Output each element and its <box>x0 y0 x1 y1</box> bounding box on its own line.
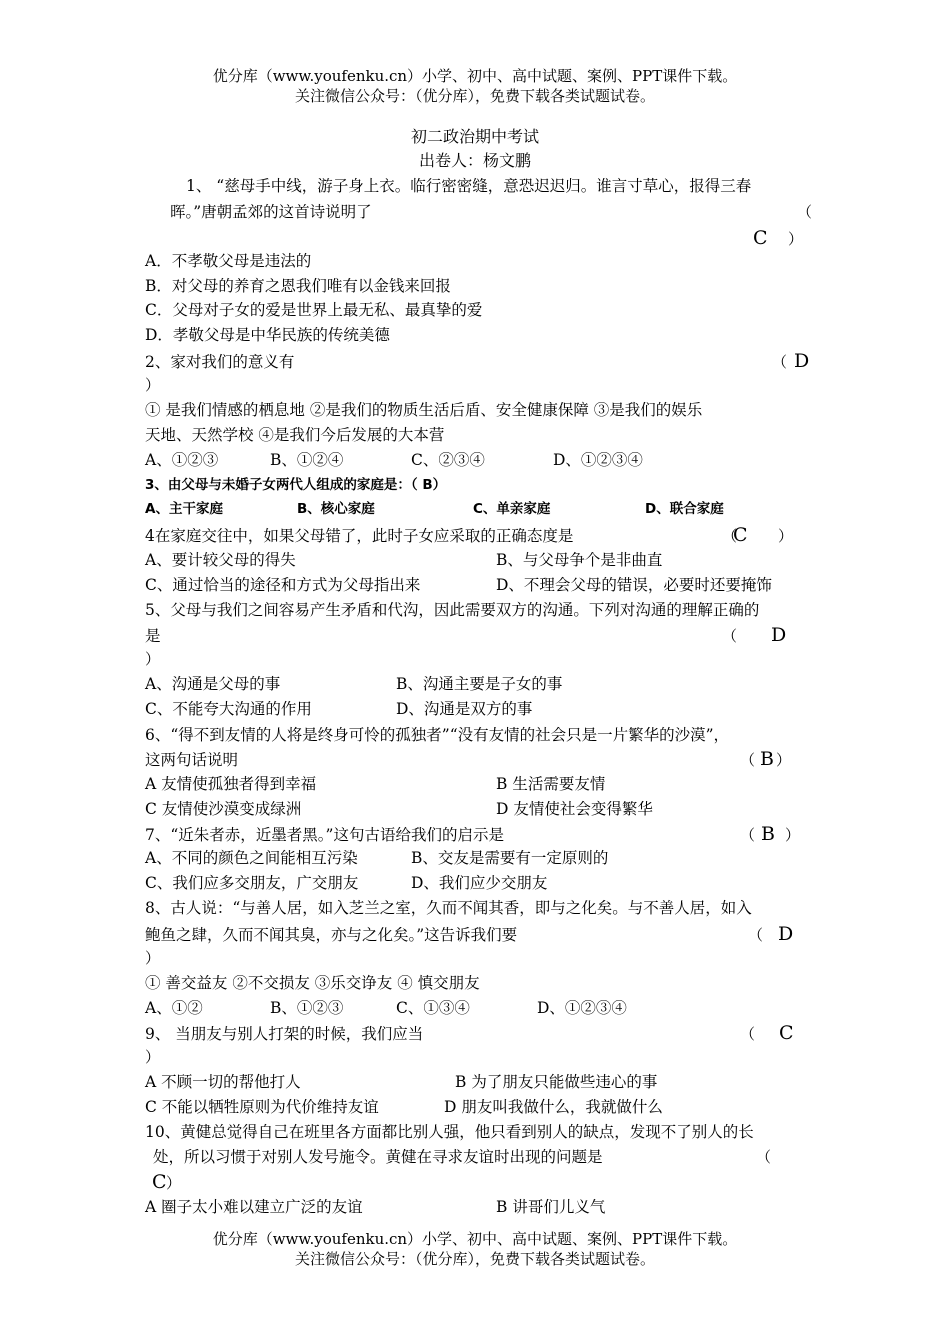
q5-stem-line-2: 是 <box>145 627 161 645</box>
q9-option-a: A 不顾一切的帮他打人 <box>145 1073 301 1091</box>
q3-option-c: C、单亲家庭 <box>473 501 551 517</box>
q2-items-line-1: ① 是我们情感的栖息地 ②是我们的物质生活后盾、安全健康保障 ③是我们的娱乐 <box>145 401 703 419</box>
q8-answer: D <box>778 923 794 945</box>
q1-answer: C <box>753 227 768 249</box>
q1-stem-line-2: 晖。”唐朝孟郊的这首诗说明了 <box>170 203 372 221</box>
q7-option-b: B、交友是需要有一定原则的 <box>411 849 609 867</box>
q10-option-b: B 讲哥们儿义气 <box>496 1198 606 1216</box>
author-line: 出卷人：杨文鹏 <box>418 151 531 170</box>
q9-option-d: D 朋友叫我做什么，我就做什么 <box>444 1098 663 1116</box>
q9-paren-close: ） <box>145 1048 161 1066</box>
q5-option-a: A、沟通是父母的事 <box>145 675 281 693</box>
q1-option-c: C．父母对子女的爱是世界上最无私、最真挚的爱 <box>145 301 483 319</box>
q4-stem: 4在家庭交往中，如果父母错了，此时子女应采取的正确态度是 <box>145 527 574 545</box>
footer-line-1: 优分库（www.youfenku.cn）小学、初中、高中试题、案例、PPT课件下载。 <box>212 1230 738 1248</box>
q5-answer: D <box>771 624 787 646</box>
q4-paren-open: （ <box>722 527 738 545</box>
q4-answer: C <box>733 524 748 546</box>
q5-stem-line-1: 5、父母与我们之间容易产生矛盾和代沟，因此需要双方的沟通。下列对沟通的理解正确的 <box>145 601 760 619</box>
q9-paren-open: （ <box>740 1025 756 1043</box>
q5-paren-close: ） <box>145 650 161 668</box>
q6-option-c: C 友情使沙漠变成绿洲 <box>145 800 302 818</box>
q10-paren-open: （ <box>756 1148 772 1166</box>
q2-option-a: A、①②③ <box>145 451 219 469</box>
q1-option-d: D．孝敬父母是中华民族的传统美德 <box>145 326 390 344</box>
q3-stem: 3、由父母与未婚子女两代人组成的家庭是：（ B） <box>145 477 447 493</box>
q5-paren-open: （ <box>722 627 738 645</box>
q5-option-b: B、沟通主要是子女的事 <box>396 675 563 693</box>
q6-answer: B <box>760 748 774 770</box>
q6-paren-open: （ <box>740 751 756 769</box>
q2-stem: 2、家对我们的意义有 <box>145 353 295 371</box>
q10-option-a: A 圈子太小难以建立广泛的友谊 <box>145 1198 363 1216</box>
q10-paren-close: ） <box>166 1174 182 1192</box>
q8-option-c: C、①③④ <box>396 999 470 1017</box>
q7-option-a: A、不同的颜色之间能相互污染 <box>145 849 358 867</box>
page-title: 初二政治期中考试 <box>410 127 539 146</box>
q3-option-a: A、主干家庭 <box>145 501 223 517</box>
q7-option-d: D、我们应少交朋友 <box>411 874 548 892</box>
footer-line-2: 关注微信公众号：（优分库），免费下载各类试题试卷。 <box>294 1250 655 1268</box>
q1-option-a: A．不孝敬父母是违法的 <box>145 252 312 270</box>
q2-option-c: C、②③④ <box>411 451 485 469</box>
q8-option-a: A、①② <box>145 999 203 1017</box>
q9-option-b: B 为了朋友只能做些违心的事 <box>455 1073 658 1091</box>
q7-paren-open: （ <box>740 826 756 844</box>
q2-option-d: D、①②③④ <box>553 451 643 469</box>
q6-stem-line-1: 6、“得不到友情的人将是终身可怜的孤独者”“没有友情的社会只是一片繁华的沙漠”， <box>145 726 730 744</box>
header-line-2: 关注微信公众号：（优分库），免费下载各类试题试卷。 <box>294 87 655 105</box>
q2-paren-open: （ <box>772 353 788 371</box>
q8-option-b: B、①②③ <box>270 999 344 1017</box>
q2-items-line-2: 天地、天然学校 ④是我们今后发展的大本营 <box>145 426 445 444</box>
q8-stem-line-2: 鲍鱼之肆，久而不闻其臭，亦与之化矣。”这告诉我们要 <box>145 926 518 944</box>
q8-items: ① 善交益友 ②不交损友 ③乐交诤友 ④ 慎交朋友 <box>145 974 480 992</box>
q2-paren-close: ） <box>145 376 161 394</box>
q10-stem-line-2: 处，所以习惯于对别人发号施令。黄健在寻求友谊时出现的问题是 <box>153 1148 603 1166</box>
q7-paren-close: ） <box>785 826 801 844</box>
q8-paren-open: （ <box>748 926 764 944</box>
q6-option-d: D 友情使社会变得繁华 <box>496 800 653 818</box>
q5-option-c: C、不能夸大沟通的作用 <box>145 700 312 718</box>
q1-stem-line-1: 1、 “慈母手中线，游子身上衣。临行密密缝，意恐迟迟归。谁言寸草心，报得三春 <box>186 177 752 195</box>
q5-option-d: D、沟通是双方的事 <box>396 700 533 718</box>
q1-option-b: B．对父母的养育之恩我们唯有以金钱来回报 <box>145 277 451 295</box>
q9-answer: C <box>779 1022 794 1044</box>
q9-stem: 9、 当朋友与别人打架的时候，我们应当 <box>145 1025 424 1043</box>
q8-paren-close: ） <box>145 949 161 967</box>
q9-option-c: C 不能以牺牲原则为代价维持友谊 <box>145 1098 379 1116</box>
q4-option-c: C、通过恰当的途径和方式为父母指出来 <box>145 576 421 594</box>
q7-answer: B <box>761 823 775 845</box>
q8-option-d: D、①②③④ <box>537 999 627 1017</box>
q3-option-d: D、联合家庭 <box>645 501 724 517</box>
q6-paren-close: ） <box>776 751 792 769</box>
q2-answer: D <box>794 350 810 372</box>
q6-option-b: B 生活需要友情 <box>496 775 606 793</box>
q7-option-c: C、我们应多交朋友，广交朋友 <box>145 874 359 892</box>
q6-stem-line-2: 这两句话说明 <box>145 751 239 769</box>
q7-stem: 7、“近朱者赤，近墨者黑。”这句古语给我们的启示是 <box>145 826 504 844</box>
q1-paren-open: （ <box>797 203 813 221</box>
q8-stem-line-1: 8、古人说：“与善人居，如入芝兰之室，久而不闻其香，即与之化矣。与不善人居，如入 <box>145 899 752 917</box>
q2-option-b: B、①②④ <box>270 451 344 469</box>
q1-paren-close: ） <box>788 230 804 248</box>
q10-answer: C <box>152 1171 167 1193</box>
q10-stem-line-1: 10、黄健总觉得自己在班里各方面都比别人强，他只看到别人的缺点，发现不了别人的长 <box>145 1123 754 1141</box>
q4-option-a: A、要计较父母的得失 <box>145 551 296 569</box>
q4-paren-close: ） <box>778 527 794 545</box>
q3-option-b: B、核心家庭 <box>297 501 375 517</box>
q4-option-b: B、与父母争个是非曲直 <box>496 551 663 569</box>
q6-option-a: A 友情使孤独者得到幸福 <box>145 775 317 793</box>
q4-option-d: D、不理会父母的错误，必要时还要掩饰 <box>496 576 772 594</box>
header-line-1: 优分库（www.youfenku.cn）小学、初中、高中试题、案例、PPT课件下载。 <box>212 67 738 85</box>
